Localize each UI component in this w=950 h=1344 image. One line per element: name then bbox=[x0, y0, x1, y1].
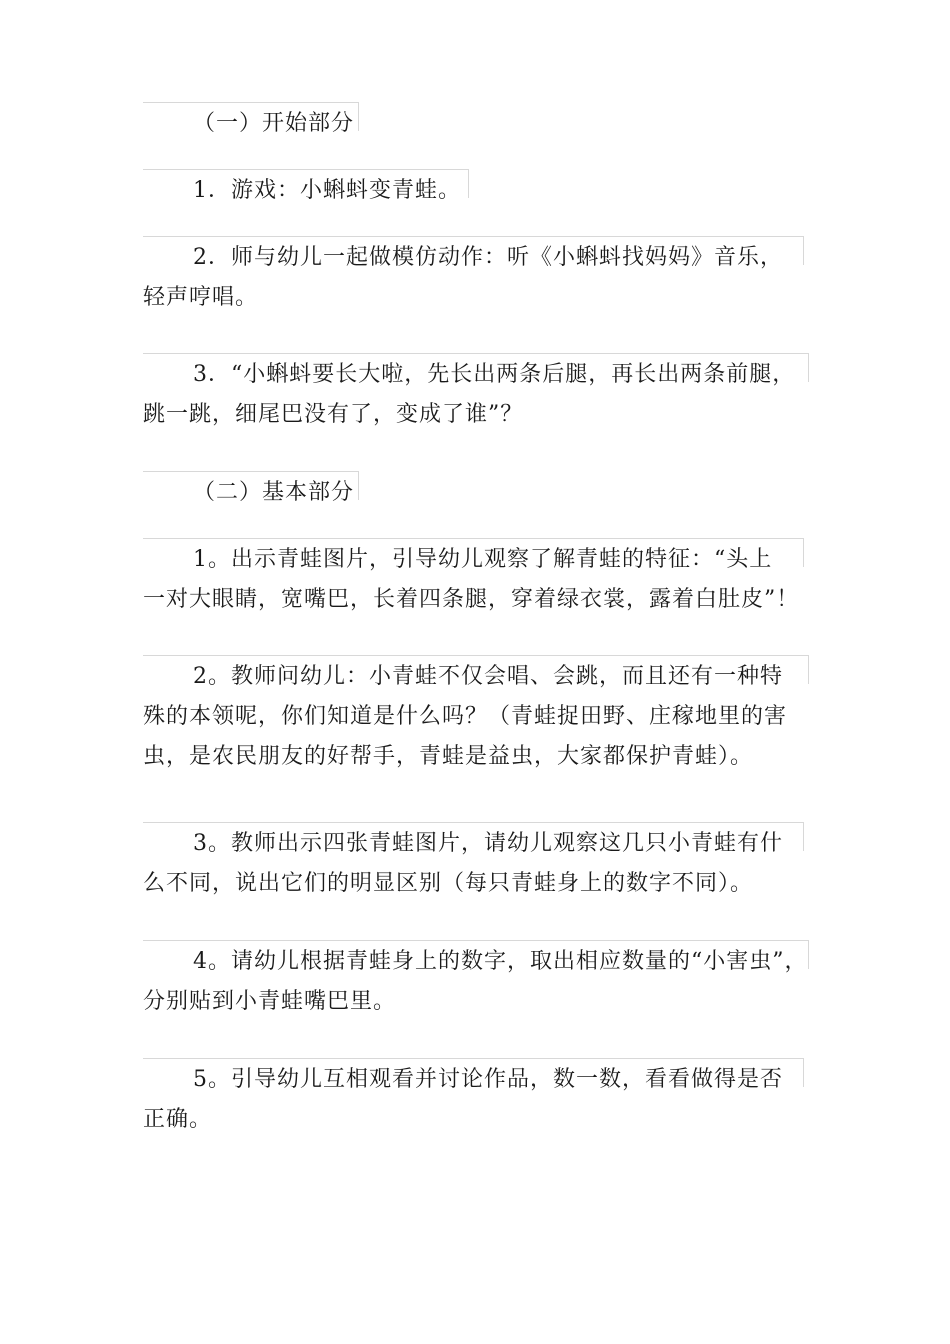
section-heading-basic bbox=[143, 473, 354, 513]
text-line: 1．游戏：小蝌蚪变青蛙。 bbox=[193, 178, 461, 203]
text-line: 2。教师问幼儿：小青蛙不仅会唱、会跳，而且还有一种特 bbox=[193, 664, 783, 689]
text-line: 2．师与幼儿一起做模仿动作：听《小蝌蚪找妈妈》音乐， bbox=[193, 245, 783, 270]
text-line: （二）基本部分 bbox=[193, 480, 355, 505]
paragraph-game bbox=[143, 171, 461, 211]
text-line: 1。出示青蛙图片，引导幼儿观察了解青蛙的特征：“头上 bbox=[193, 547, 773, 572]
paragraph-imitation bbox=[143, 238, 783, 318]
text-line: 么不同，说出它们的明显区别（每只青蛙身上的数字不同）。 bbox=[143, 871, 754, 896]
text-line: 跳一跳，细尾巴没有了，变成了谁”？ bbox=[143, 402, 524, 427]
text-line: （一）开始部分 bbox=[193, 111, 355, 136]
text-line: 正确。 bbox=[143, 1107, 213, 1132]
text-line: 轻声哼唱。 bbox=[143, 285, 259, 310]
paragraph-pests bbox=[143, 942, 808, 1022]
text-line: 3．“小蝌蚪要长大啦，先长出两条后腿，再长出两条前腿， bbox=[193, 362, 796, 387]
paragraph-four-frogs bbox=[143, 824, 783, 904]
paragraph-tadpole-question bbox=[143, 355, 795, 435]
text-line: 3。教师出示四张青蛙图片，请幼儿观察这几只小青蛙有什 bbox=[193, 831, 783, 856]
section-heading-start bbox=[143, 104, 354, 144]
text-line: 殊的本领呢，你们知道是什么吗？（青蛙捉田野、庄稼地里的害 bbox=[143, 704, 788, 729]
text-line: 一对大眼睛，宽嘴巴，长着四条腿，穿着绿衣裳，露着白肚皮”！ bbox=[143, 587, 800, 612]
text-line: 虫，是农民朋友的好帮手，青蛙是益虫，大家都保护青蛙）。 bbox=[143, 744, 754, 769]
paragraph-discussion bbox=[143, 1060, 783, 1140]
text-line: 5。引导幼儿互相观看并讨论作品，数一数，看看做得是否 bbox=[193, 1067, 783, 1092]
paragraph-frog-skill bbox=[143, 657, 787, 777]
text-line: 4。请幼儿根据青蛙身上的数字，取出相应数量的“小害虫”， bbox=[193, 949, 808, 974]
paragraph-frog-picture bbox=[143, 540, 799, 620]
text-line: 分别贴到小青蛙嘴巴里。 bbox=[143, 989, 397, 1014]
